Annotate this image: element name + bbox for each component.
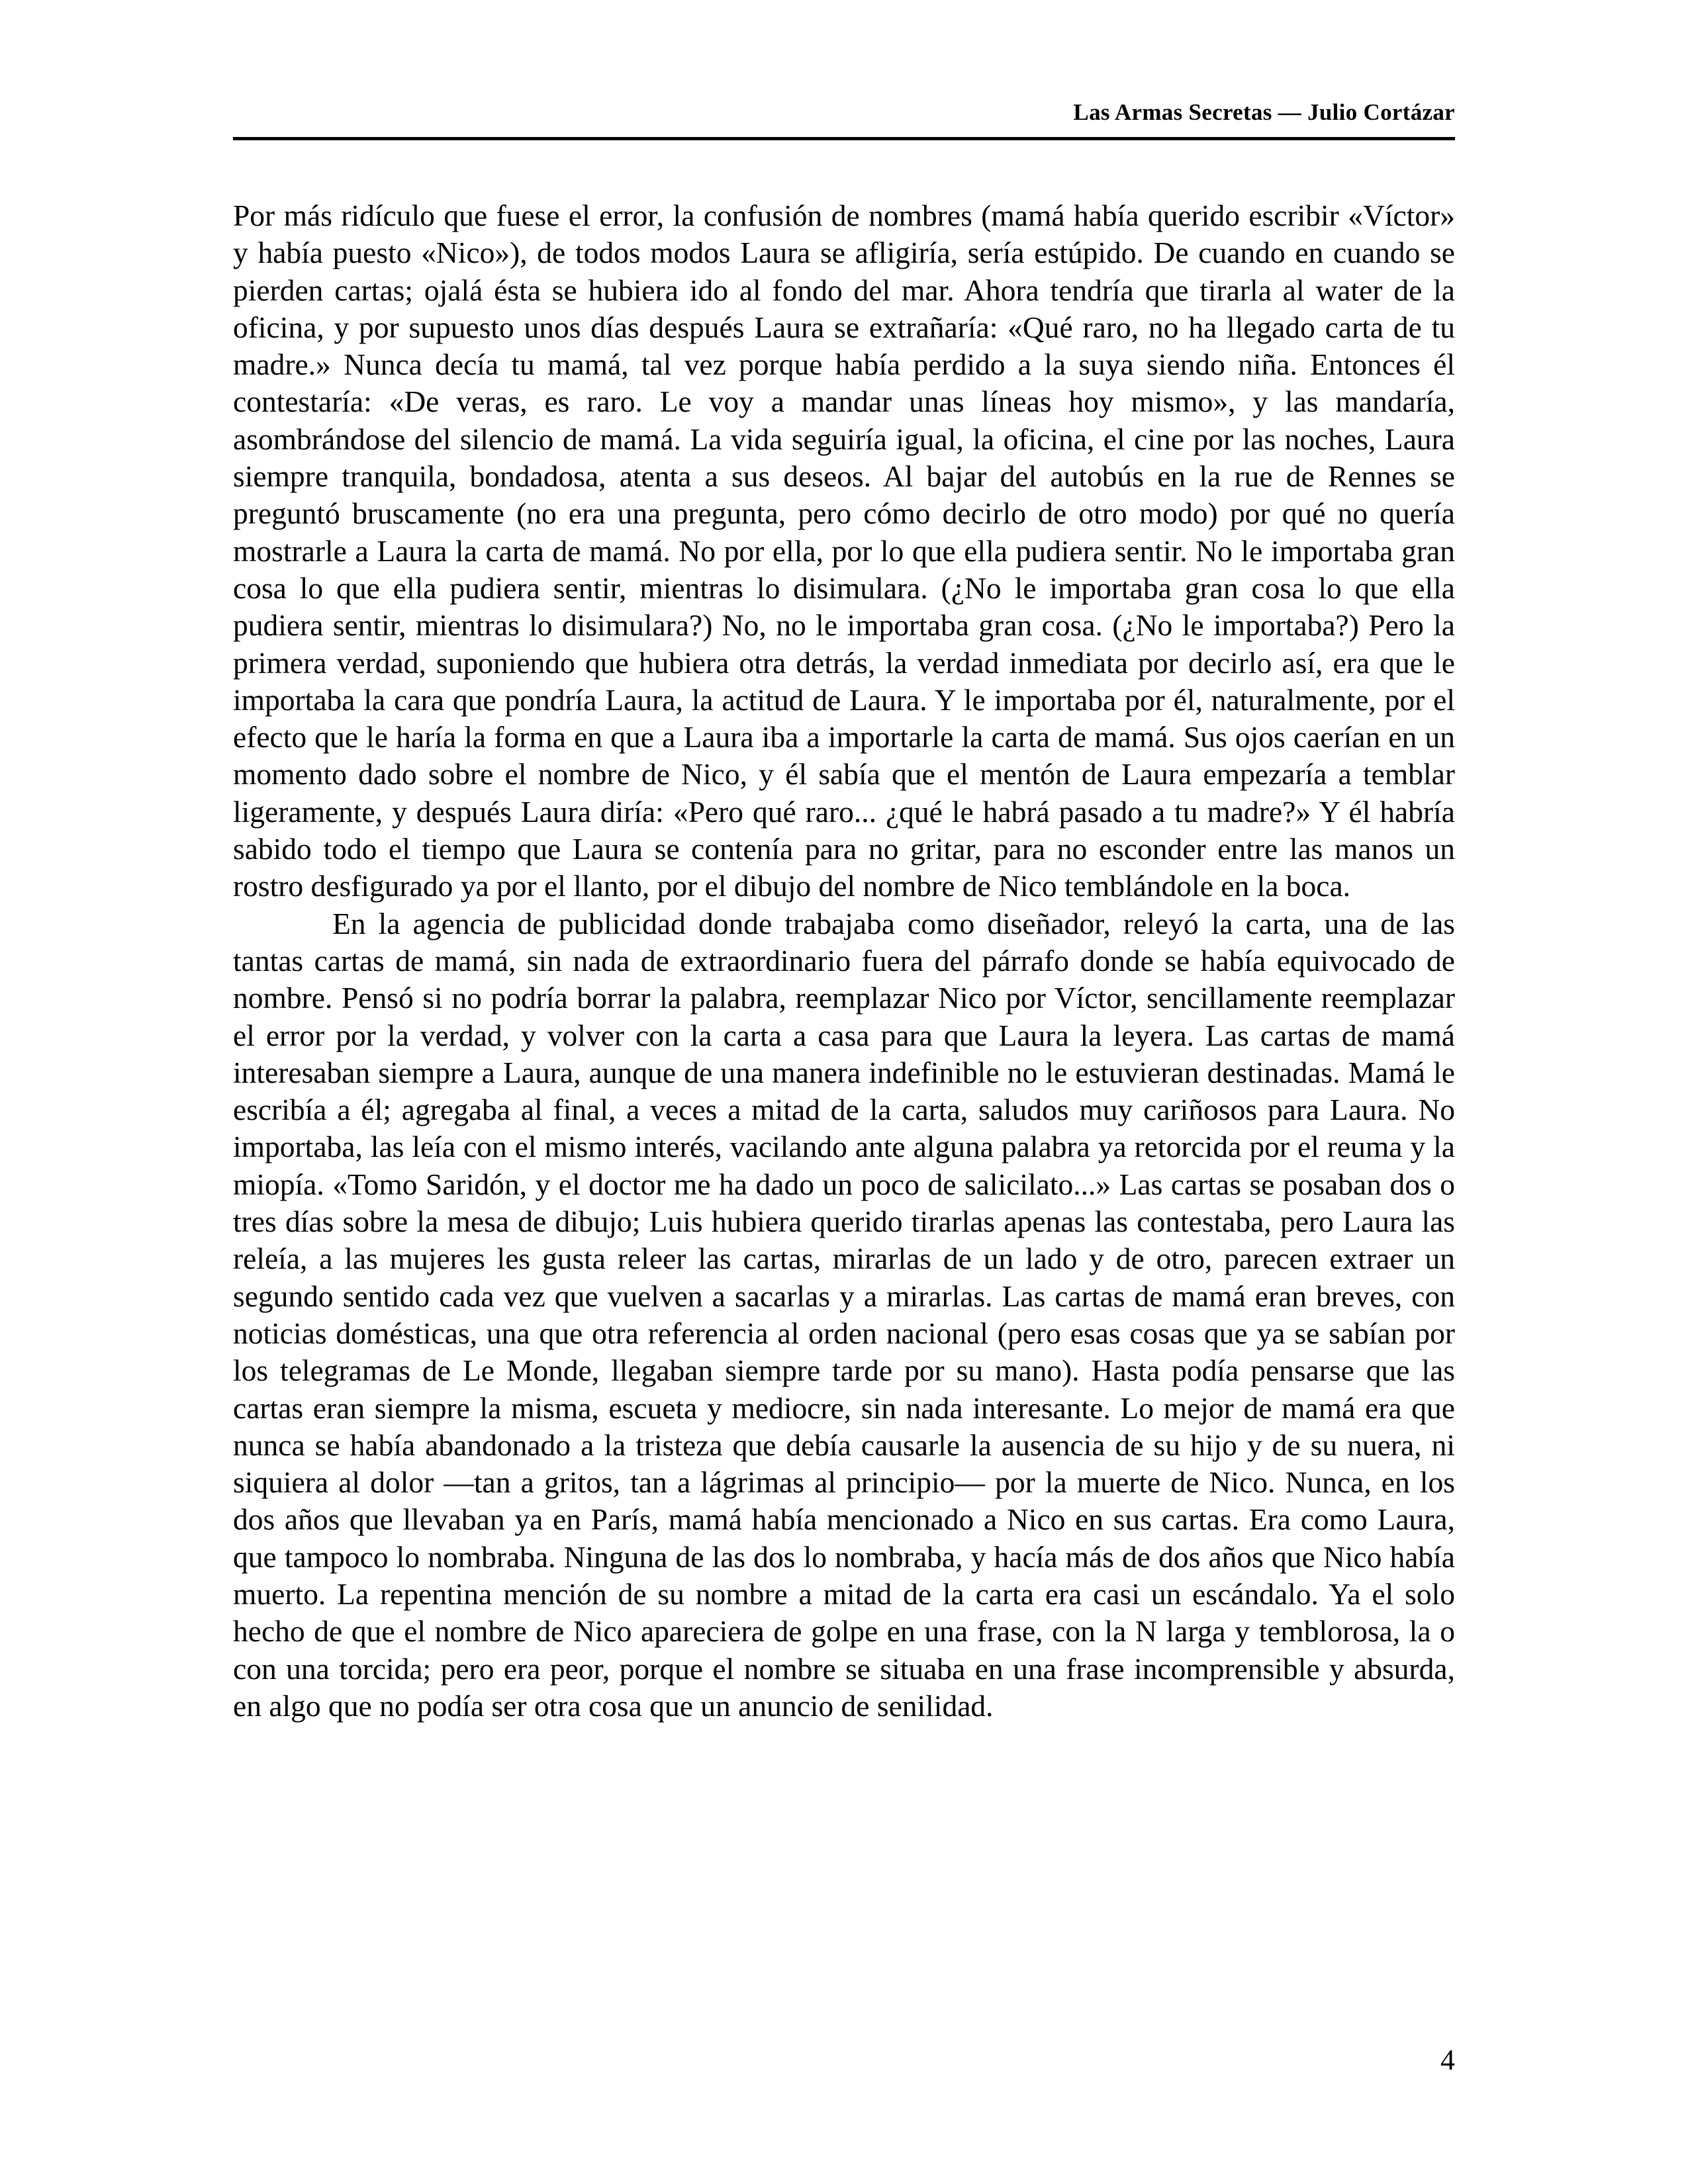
running-header-title: Las Armas Secretas — Julio Cortázar (1073, 99, 1455, 125)
header-rule (233, 137, 1455, 140)
page-number: 4 (1440, 2044, 1455, 2076)
paragraph-2: En la agencia de publicidad donde trabajaba como diseñador, releyó la carta, una de las tantas cartas de mamá, sin nada de extraordinario fuera del párrafo donde se había equivocado de nombre. Pensó si no podría borrar la palabra, reemplazar Nico por Víctor, sencillamente reemplazar el error por la verdad, y volver con la carta a casa para que Laura la leyera. Las cartas de mamá interesaban siempre a Laura, aunque de una manera indefinible no le estuvieran destinadas. Mamá le escribía a él; agregaba al final, a veces a mitad de la carta, saludos muy cariñosos para Laura. No importaba, las leía con el mismo interés, vacilando ante alguna palabra ya retorcida por el reuma y la miopía. «Tomo Saridón, y el doctor me ha dado un poco de salicilato...» Las cartas se posaban dos o tres días sobre la mesa de dibujo; Luis hubiera querido tirarlas apenas las contestaba, pero Laura las releía, a las mujeres les gusta releer las cartas, mirarlas de un lado y de otro, parecen extraer un segundo sentido cada vez que vuelven a sacarlas y a mirarlas. Las cartas de mamá eran breves, con noticias domésticas, una que otra referencia al orden nacional (pero esas cosas que ya se sabían por los telegramas de Le Monde, llegaban siempre tarde por su mano). Hasta podía pensarse que las cartas eran siempre la misma, escueta y mediocre, sin nada interesante. Lo mejor de mamá era que nunca se había abandonado a la tristeza que debía causarle la ausencia de su hijo y de su nuera, ni siquiera al dolor —tan a gritos, tan a lágrimas al principio— por la muerte de Nico. Nunca, en los dos años que llevaban ya en París, mamá había mencionado a Nico en sus cartas. Era como Laura, que tampoco lo nombraba. Ninguna de las dos lo nombraba, y hacía más de dos años que Nico había muerto. La repentina mención de su nombre a mitad de la carta era casi un escándalo. Ya el solo hecho de que el nombre de Nico apareciera de golpe en una frase, con la N larga y temblorosa, la o con una torcida; pero era peor, porque el nombre se situaba en una frase incomprensible y absurda, en algo que no podía ser otra cosa que un anuncio de senilidad. (233, 906, 1455, 1723)
body-text (233, 197, 1455, 1725)
paragraph-1: Por más ridículo que fuese el error, la confusión de nombres (mamá había querido escribir «Víctor» y había puesto «Nico»), de todos modos Laura se afligiría, sería estúpido. De cuando en cuando se pierden cartas; ojalá ésta se hubiera ido al fondo del mar. Ahora tendría que tirarla al water de la oficina, y por supuesto unos días después Laura se extrañaría: «Qué raro, no ha llegado carta de tu madre.» Nunca decía tu mamá, tal vez porque había perdido a la suya siendo niña. Entonces él contestaría: «De veras, es raro. Le voy a mandar unas líneas hoy mismo», y las mandaría, asombrándose del silencio de mamá. La vida seguiría igual, la oficina, el cine por las noches, Laura siempre tranquila, bondadosa, atenta a sus deseos. Al bajar del autobús en la rue de Rennes se preguntó bruscamente (no era una pregunta, pero cómo decirlo de otro modo) por qué no quería mostrarle a Laura la carta de mamá. No por ella, por lo que ella pudiera sentir. No le importaba gran cosa lo que ella pudiera sentir, mientras lo disimulara. (¿No le importaba gran cosa lo que ella pudiera sentir, mientras lo disimulara?) No, no le importaba gran cosa. (¿No le importaba?) Pero la primera verdad, suponiendo que hubiera otra detrás, la verdad inmediata por decirlo así, era que le importaba la cara que pondría Laura, la actitud de Laura. Y le importaba por él, naturalmente, por el efecto que le haría la forma en que a Laura iba a importarle la carta de mamá. Sus ojos caerían en un momento dado sobre el nombre de Nico, y él sabía que el mentón de Laura empezaría a temblar ligeramente, y después Laura diría: «Pero qué raro... ¿qué le habrá pasado a tu madre?» Y él habría sabido todo el tiempo que Laura se contenía para no gritar, para no esconder entre las manos un rostro desfigurado ya por el llanto, por el dibujo del nombre de Nico temblándole en la boca. (233, 199, 1455, 903)
